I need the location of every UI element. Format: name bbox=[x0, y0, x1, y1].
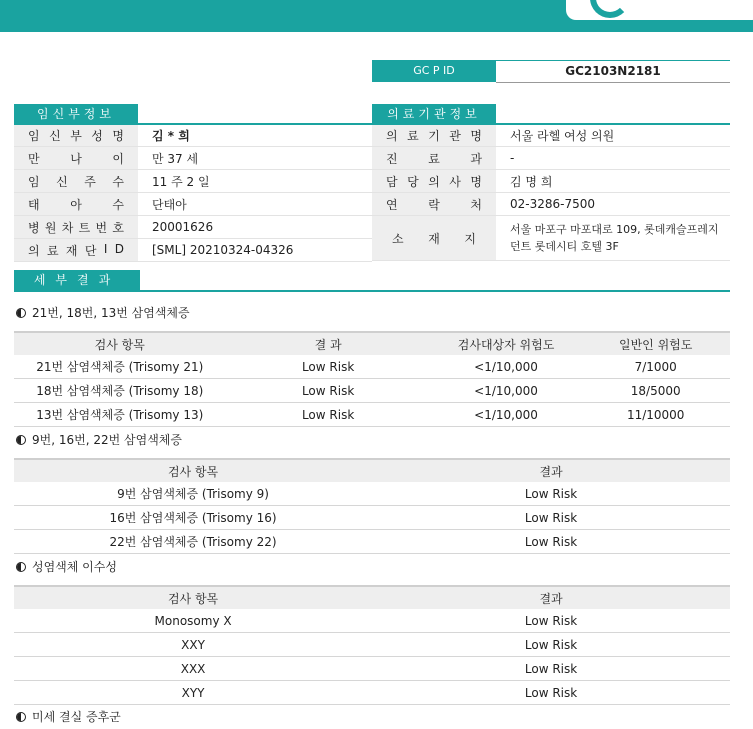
cell: 7/1000 bbox=[581, 355, 730, 379]
col-header: 결과 bbox=[372, 459, 730, 482]
info-row bbox=[372, 147, 730, 170]
cell: Low Risk bbox=[226, 355, 431, 379]
col-header: 검사 항목 bbox=[14, 332, 226, 355]
info-row bbox=[372, 193, 730, 216]
info-value: 김 * 희 bbox=[138, 124, 372, 147]
info-label: 임 신 주 수 bbox=[28, 174, 124, 189]
info-label: 만 나 이 bbox=[28, 151, 124, 166]
info-label: 담 당 의 사 명 bbox=[386, 174, 482, 189]
info-row bbox=[372, 216, 730, 261]
table-row bbox=[14, 403, 730, 427]
col-header: 일반인 위험도 bbox=[581, 332, 730, 355]
cell: Low Risk bbox=[372, 530, 730, 554]
half-circle-icon bbox=[16, 435, 26, 445]
cell: XXX bbox=[14, 657, 372, 681]
cell: 9번 삼염색체증 (Trisomy 9) bbox=[14, 482, 372, 506]
info-label: 임 신 부 성 명 bbox=[28, 128, 124, 143]
info-row bbox=[14, 193, 372, 216]
section-title: 성염색체 이수성 bbox=[16, 558, 117, 575]
info-label: 소 재 지 bbox=[392, 231, 476, 246]
cell: <1/10,000 bbox=[431, 379, 582, 403]
col-header: 결 과 bbox=[226, 332, 431, 355]
half-circle-icon bbox=[16, 562, 26, 572]
cell: 11/10000 bbox=[581, 403, 730, 427]
cell: 16번 삼염색체증 (Trisomy 16) bbox=[14, 506, 372, 530]
logo-arc-icon bbox=[590, 0, 630, 18]
cell: Low Risk bbox=[372, 657, 730, 681]
info-label: 의 료 재 단 I D bbox=[28, 241, 124, 258]
info-value: 서울 마포구 마포대로 109, 롯데캐슬프레지던트 롯데시티 호텔 3F bbox=[496, 216, 730, 261]
info-row bbox=[14, 147, 372, 170]
info-value: 서울 라헬 여성 의원 bbox=[496, 124, 730, 147]
cell: <1/10,000 bbox=[431, 403, 582, 427]
table-row bbox=[14, 530, 730, 554]
cell: Low Risk bbox=[372, 609, 730, 633]
cell: Low Risk bbox=[372, 506, 730, 530]
table-row bbox=[14, 379, 730, 403]
table-row bbox=[14, 355, 730, 379]
info-label: 의 료 기 관 명 bbox=[386, 128, 482, 143]
gc-patient-id bbox=[372, 60, 730, 82]
col-header: 검사 항목 bbox=[14, 459, 372, 482]
table-row bbox=[14, 633, 730, 657]
info-value: 02-3286-7500 bbox=[496, 193, 730, 216]
table-row bbox=[14, 681, 730, 705]
cell: Low Risk bbox=[226, 379, 431, 403]
cell: XXY bbox=[14, 633, 372, 657]
details-title: 세부결과 bbox=[14, 270, 140, 290]
cell: Low Risk bbox=[372, 633, 730, 657]
sex-chromosome-table bbox=[14, 585, 730, 705]
institution-info-title: 의료기관정보 bbox=[372, 104, 496, 124]
institution-info-panel bbox=[372, 104, 730, 261]
table-header bbox=[14, 459, 730, 482]
cell: Monosomy X bbox=[14, 609, 372, 633]
info-row bbox=[372, 124, 730, 147]
section-title: 9번, 16번, 22번 삼염색체증 bbox=[16, 431, 182, 448]
info-row bbox=[372, 170, 730, 193]
details-section bbox=[14, 270, 730, 290]
cell: 18/5000 bbox=[581, 379, 730, 403]
info-row bbox=[14, 124, 372, 147]
info-value: 김 명 희 bbox=[496, 170, 730, 193]
table-header bbox=[14, 332, 730, 355]
info-value: 만 37 세 bbox=[138, 147, 372, 170]
info-value: [SML] 20210324-04326 bbox=[138, 239, 372, 262]
trisomy-main-table bbox=[14, 331, 730, 427]
logo-badge bbox=[566, 0, 753, 20]
table-row bbox=[14, 482, 730, 506]
info-row bbox=[14, 170, 372, 193]
cell: Low Risk bbox=[372, 482, 730, 506]
col-header: 검사대상자 위험도 bbox=[431, 332, 582, 355]
cell: <1/10,000 bbox=[431, 355, 582, 379]
table-row bbox=[14, 609, 730, 633]
cell: 13번 삼염색체증 (Trisomy 13) bbox=[14, 403, 226, 427]
cell: Low Risk bbox=[372, 681, 730, 705]
info-value: - bbox=[496, 147, 730, 170]
info-row bbox=[14, 239, 372, 262]
patient-info-title: 임신부정보 bbox=[14, 104, 138, 124]
half-circle-icon bbox=[16, 308, 26, 318]
patient-info-panel bbox=[14, 104, 372, 262]
info-label: 병 원 차 트 번 호 bbox=[28, 220, 124, 235]
table-row bbox=[14, 657, 730, 681]
cell: 22번 삼염색체증 (Trisomy 22) bbox=[14, 530, 372, 554]
institution-info-table bbox=[372, 124, 730, 261]
col-header: 결과 bbox=[372, 586, 730, 609]
section-title: 21번, 18번, 13번 삼염색체증 bbox=[16, 304, 190, 321]
col-header: 검사 항목 bbox=[14, 586, 372, 609]
cell: Low Risk bbox=[226, 403, 431, 427]
info-label: 태 아 수 bbox=[28, 197, 124, 212]
half-circle-icon bbox=[16, 712, 26, 722]
info-value: 20001626 bbox=[138, 216, 372, 239]
trisomy-other-table bbox=[14, 458, 730, 554]
gc-id-label: GC P ID bbox=[372, 60, 496, 82]
info-label: 연 락 처 bbox=[386, 197, 482, 212]
cell: XYY bbox=[14, 681, 372, 705]
top-banner bbox=[0, 0, 753, 32]
table-header bbox=[14, 586, 730, 609]
patient-info-table bbox=[14, 124, 372, 262]
info-value: 단태아 bbox=[138, 193, 372, 216]
cell: 18번 삼염색체증 (Trisomy 18) bbox=[14, 379, 226, 403]
info-value: 11 주 2 일 bbox=[138, 170, 372, 193]
cell: 21번 삼염색체증 (Trisomy 21) bbox=[14, 355, 226, 379]
info-row bbox=[14, 216, 372, 239]
table-row bbox=[14, 506, 730, 530]
gc-id-value: GC2103N2181 bbox=[496, 60, 730, 83]
info-label: 진 료 과 bbox=[386, 151, 482, 166]
section-title: 미세 결실 증후군 bbox=[16, 708, 121, 725]
